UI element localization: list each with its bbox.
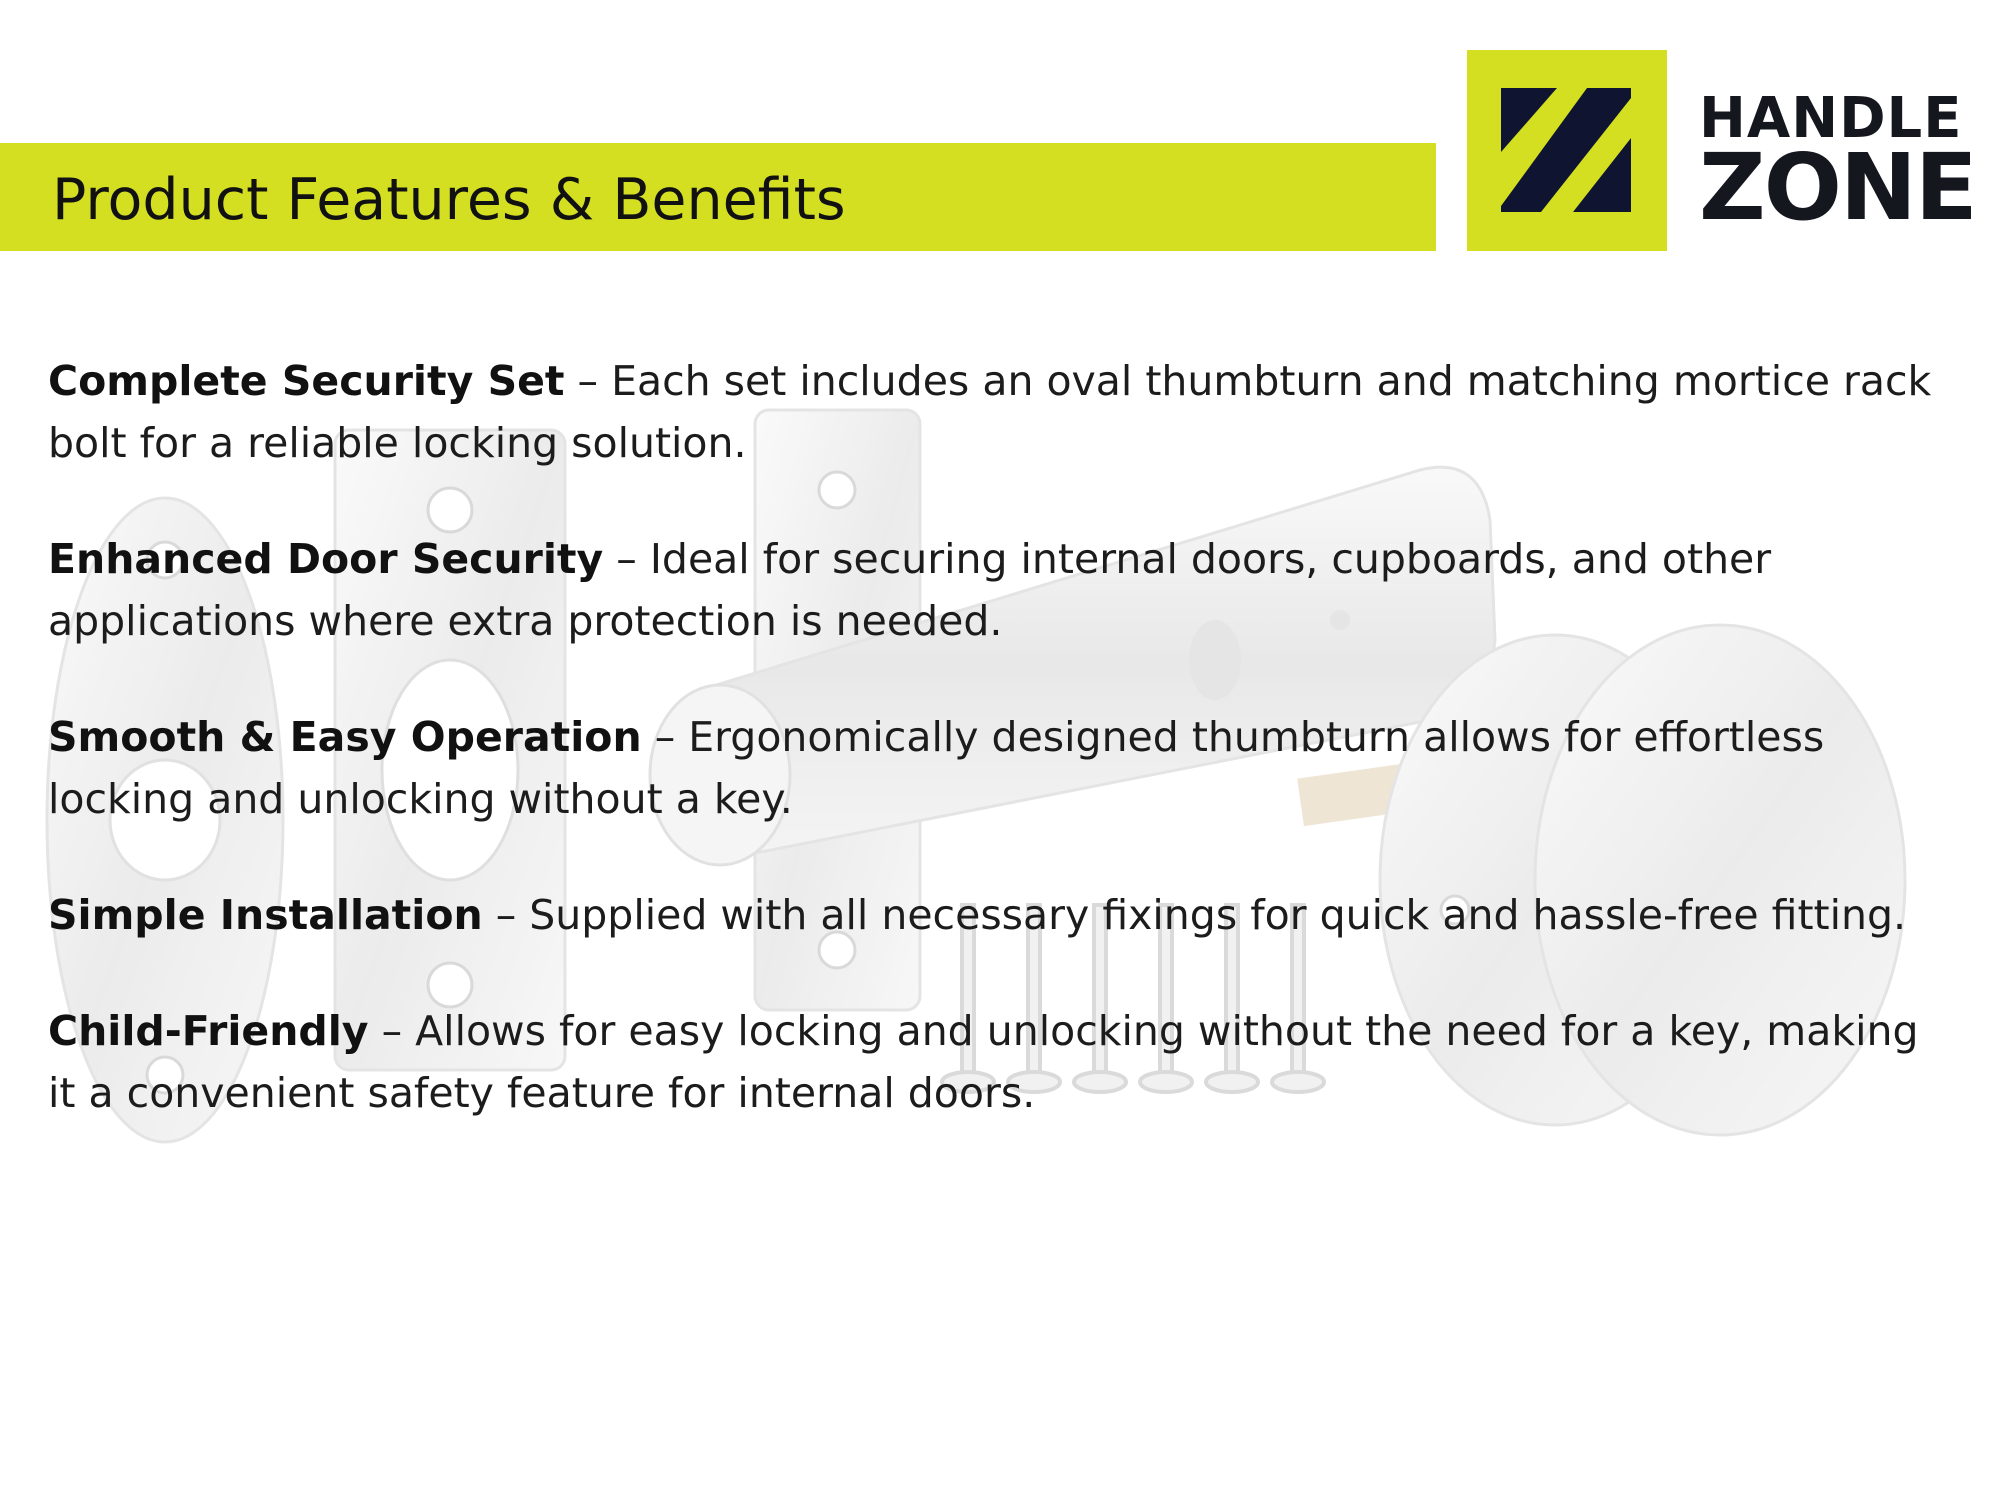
feature-item <box>48 884 1958 946</box>
logo-text-handle: HANDLE <box>1699 86 1963 151</box>
feature-separator: – <box>368 1007 416 1055</box>
logo-text-zone: ZONE <box>1699 134 1976 241</box>
feature-name: Smooth & Easy Operation <box>48 713 642 761</box>
feature-description: Supplied with all necessary fixings for quick and hassle-free fitting. <box>529 891 1907 939</box>
feature-separator: – <box>641 713 689 761</box>
feature-description: Each set includes an oval thumbturn and matching mortice rack bolt for a reliable locking solution. <box>48 357 1932 467</box>
feature-separator: – <box>482 891 530 939</box>
feature-description: Ergonomically designed thumbturn allows for effortless locking and unlocking without a key. <box>48 713 1825 823</box>
feature-description: Ideal for securing internal doors, cupboards, and other applications where extra protection is needed. <box>48 535 1772 645</box>
feature-name: Enhanced Door Security <box>48 535 604 583</box>
feature-item <box>48 1000 1958 1124</box>
header-banner <box>0 143 1436 251</box>
feature-name: Child-Friendly <box>48 1007 369 1055</box>
handle-zone-logo <box>1467 50 1976 251</box>
logo-mark-box <box>1467 50 1667 251</box>
page-title: Product Features & Benefits <box>52 167 846 233</box>
feature-list <box>48 350 1958 1178</box>
feature-separator: – <box>603 535 650 583</box>
feature-item <box>48 528 1958 652</box>
feature-item <box>48 350 1958 474</box>
feature-name: Simple Installation <box>48 891 483 939</box>
feature-name: Complete Security Set <box>48 357 565 405</box>
feature-separator: – <box>564 357 612 405</box>
logo-slash-icon <box>1501 88 1631 212</box>
feature-item <box>48 706 1958 830</box>
feature-description: Allows for easy locking and unlocking without the need for a key, making it a convenient safety feature for internal doors. <box>48 1007 1919 1117</box>
